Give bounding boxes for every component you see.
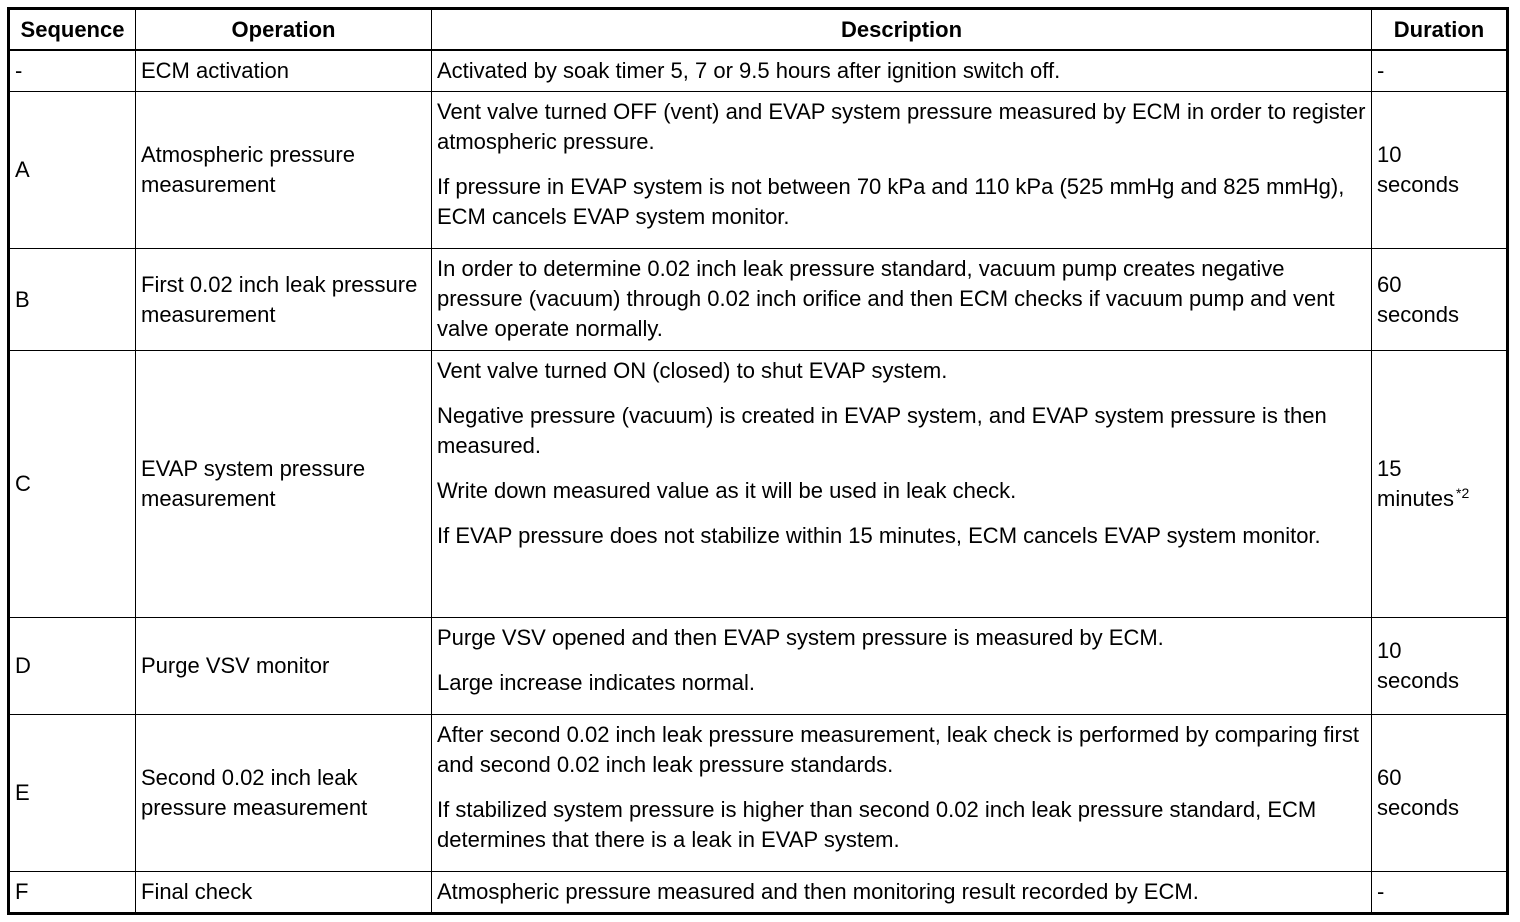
duration-cell (1372, 618, 1508, 715)
description-paragraph: Write down measured value as it will be used in leak check. (437, 478, 1017, 503)
description-cell (432, 249, 1372, 351)
duration-unit: seconds (1377, 301, 1459, 327)
description-paragraph: Negative pressure (vacuum) is created in EVAP system, and EVAP system pressure is then measured. (437, 403, 1327, 458)
description-cell (432, 872, 1372, 914)
sequence-cell: F (9, 872, 136, 914)
table-header (9, 9, 1508, 51)
description-paragraph: Purge VSV opened and then EVAP system pressure is measured by ECM. (437, 625, 1164, 650)
duration-value: 10 (1377, 638, 1402, 663)
description-cell (432, 715, 1372, 872)
table-row (9, 715, 1508, 872)
footnote-marker: *2 (1456, 485, 1470, 501)
duration-unit: seconds (1377, 172, 1459, 197)
description-cell (432, 92, 1372, 249)
description-paragraph: Atmospheric pressure measured and then monitoring result recorded by ECM. (437, 879, 1199, 904)
header-operation: Operation (136, 9, 432, 51)
duration-value: 60 (1377, 765, 1402, 790)
duration-unit: minutes (1377, 486, 1455, 511)
sequence-cell: E (9, 715, 136, 872)
operation-cell: First 0.02 inch leak pressure measurement (136, 249, 432, 351)
duration-cell (1372, 715, 1508, 872)
sequence-cell: C (9, 351, 136, 618)
operation-cell: Final check (136, 872, 432, 914)
description-paragraph: In order to determine 0.02 inch leak pressure standard, vacuum pump creates negative pressure (vacuum) through 0.02 inch orifice and then ECM checks if vacuum pump and vent valve operate normally. (437, 256, 1335, 341)
sequence-cell: A (9, 92, 136, 249)
table-row (9, 249, 1508, 351)
duration-value: - (1377, 58, 1385, 83)
header-row (9, 9, 1508, 51)
duration-unit-line (1377, 484, 1501, 514)
duration-value: - (1377, 879, 1385, 904)
description-paragraph: Vent valve turned ON (closed) to shut EVAP system. (437, 358, 948, 383)
operation-cell: EVAP system pressure measurement (136, 351, 432, 618)
duration-cell (1372, 92, 1508, 249)
table-row (9, 351, 1508, 618)
operation-cell: Purge VSV monitor (136, 618, 432, 715)
duration-unit: seconds (1377, 795, 1459, 820)
description-paragraph: If EVAP pressure does not stabilize within 15 minutes, ECM cancels EVAP system monitor. (437, 523, 1321, 548)
duration-cell (1372, 50, 1508, 92)
table-row (9, 872, 1508, 914)
header-sequence: Sequence (9, 9, 136, 51)
operation-cell: Atmospheric pressure measurement (136, 92, 432, 249)
table-row (9, 50, 1508, 92)
description-cell (432, 50, 1372, 92)
table-body (9, 50, 1508, 914)
table-row (9, 618, 1508, 715)
description-paragraph: Large increase indicates normal. (437, 670, 755, 695)
description-paragraph: Activated by soak timer 5, 7 or 9.5 hours after ignition switch off. (437, 58, 1061, 83)
operation-cell: ECM activation (136, 50, 432, 92)
duration-value: 10 (1377, 142, 1402, 167)
description-paragraph: If stabilized system pressure is higher than second 0.02 inch leak pressure standard, ECM determines that there is a leak in EVAP system. (437, 797, 1317, 852)
duration-cell (1372, 351, 1508, 618)
description-cell (432, 351, 1372, 618)
description-paragraph: After second 0.02 inch leak pressure measurement, leak check is performed by comparing first and second 0.02 inch leak pressure standards. (437, 722, 1359, 777)
sequence-cell: - (9, 50, 136, 92)
header-duration: Duration (1372, 9, 1508, 51)
operation-cell: Second 0.02 inch leak pressure measurement (136, 715, 432, 872)
description-paragraph: Vent valve turned OFF (vent) and EVAP system pressure measured by ECM in order to register atmospheric pressure. (437, 99, 1366, 154)
header-description: Description (432, 9, 1372, 51)
evap-monitor-sequence-table (7, 7, 1509, 915)
duration-cell (1372, 872, 1508, 914)
sequence-cell: B (9, 249, 136, 351)
description-cell (432, 618, 1372, 715)
duration-value: 15 (1377, 456, 1402, 481)
duration-unit: seconds (1377, 668, 1459, 693)
description-paragraph: If pressure in EVAP system is not between 70 kPa and 110 kPa (525 mmHg and 825 mmHg), ECM cancels EVAP system monitor. (437, 174, 1345, 229)
duration-cell (1372, 249, 1508, 351)
duration-value: 60 (1377, 271, 1402, 297)
table-row (9, 92, 1508, 249)
sequence-cell: D (9, 618, 136, 715)
